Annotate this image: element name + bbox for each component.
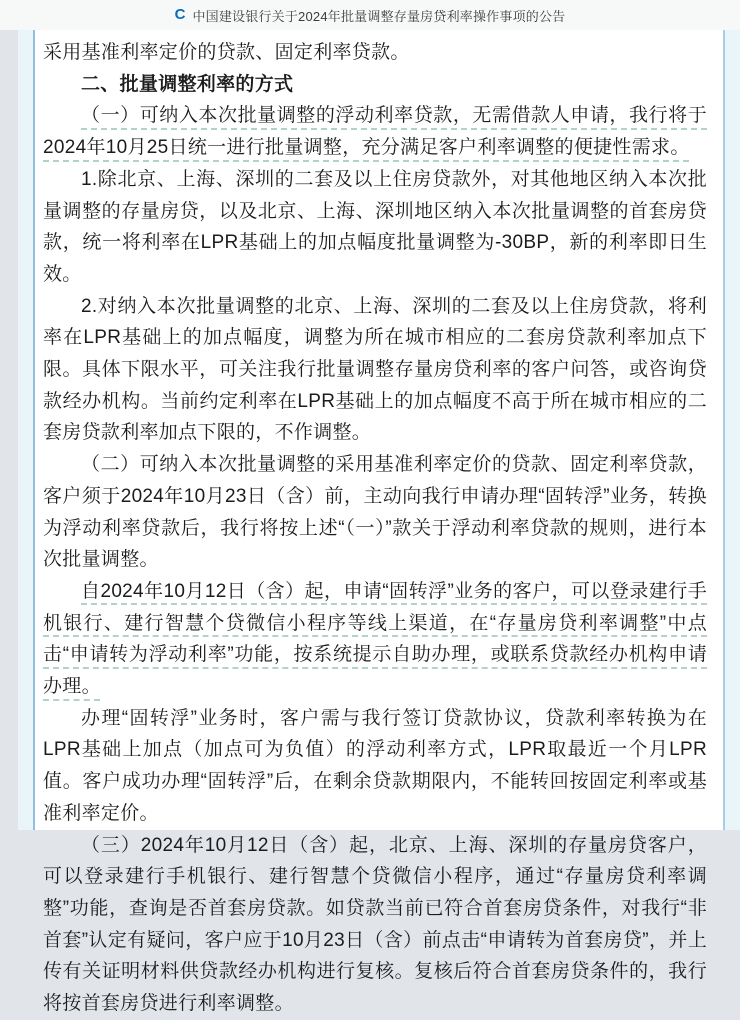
announcement-card <box>33 30 725 1015</box>
section-heading: 二、批量调整利率的方式 <box>81 73 294 95</box>
paragraph: 2.对纳入本次批量调整的北京、上海、深圳的二套及以上住房贷款，将利率在LPR基础上的加点幅度，调整为所在城市相应的二套房贷款利率加点下限。具体下限水平，可关注我行批量调整存量房贷利率的客户问答，或咨询贷款经办机构。当前约定利率在LPR基础上的加点幅度不高于所在城市相应的二套房贷款利率加点下限的，不作调整。 <box>43 295 707 444</box>
paragraph: （三）2024年10月12日（含）起，北京、上海、深圳的存量房贷客户，可以登录建行手机银行、建行智慧个贷微信小程序，通过“存量房贷利率调整”功能，查询是否首套房贷款。如贷款当前已符合首套房贷条件，对我行“非首套”认定有疑问，客户应于10月23日（含）前点击“申请转为首套房贷”，并上传有关证明材料供贷款经办机构进行复核。复核后符合首套房贷条件的，我行将按首套房贷进行利率调整。 <box>43 834 707 1015</box>
card-halo <box>18 30 740 1015</box>
paragraph: 办理“固转浮”业务时，客户需与我行签订贷款协议，贷款利率转换为在LPR基础上加点（加点可为负值）的浮动利率方式，LPR取最近一个月LPR值。客户成功办理“固转浮”后，在剩余贷款期限内，不能转回按固定利率或基准利率定价。 <box>43 707 707 824</box>
ccb-logo-icon: C <box>174 5 186 23</box>
paragraph: 采用基准利率定价的贷款、固定利率贷款。 <box>43 42 410 63</box>
left-margin <box>0 30 18 830</box>
paragraph: 自2024年10月12日（含）起，申请“固转浮”业务的客户，可以登录建行手机银行、建行智慧个贷微信小程序等线上渠道，在“存量房贷利率调整”中点击“申请转为浮动利率”功能，按系统提示自助办理，或联系贷款经办机构申请办理。 <box>43 580 707 698</box>
paragraph: （一）可纳入本次批量调整的浮动利率贷款，无需借款人申请，我行将于2024年10月25日统一进行批量调整，充分满足客户利率调整的便捷性需求。 <box>43 105 707 159</box>
content-area <box>0 30 740 1015</box>
paragraph: 1.除北京、上海、深圳的二套及以上住房贷款外，对其他地区纳入本次批量调整的存量房贷，以及北京、上海、深圳地区纳入本次批量调整的首套房贷款，统一将利率在LPR基础上的加点幅度批量调整为-30BP，新的利率即日生效。 <box>43 168 707 285</box>
page-header <box>0 0 740 30</box>
document-body <box>43 37 707 1020</box>
paragraph: （二）可纳入本次批量调整的采用基准利率定价的贷款、固定利率贷款，客户须于2024年10月23日（含）前，主动向我行申请办理“固转浮”业务，转换为浮动利率贷款后，我行将按上述“（一）”款关于浮动利率贷款的规则，进行本次批量调整。 <box>43 454 707 571</box>
page-title: 中国建设银行关于2024年批量调整存量房贷利率操作事项的公告 <box>192 8 566 24</box>
